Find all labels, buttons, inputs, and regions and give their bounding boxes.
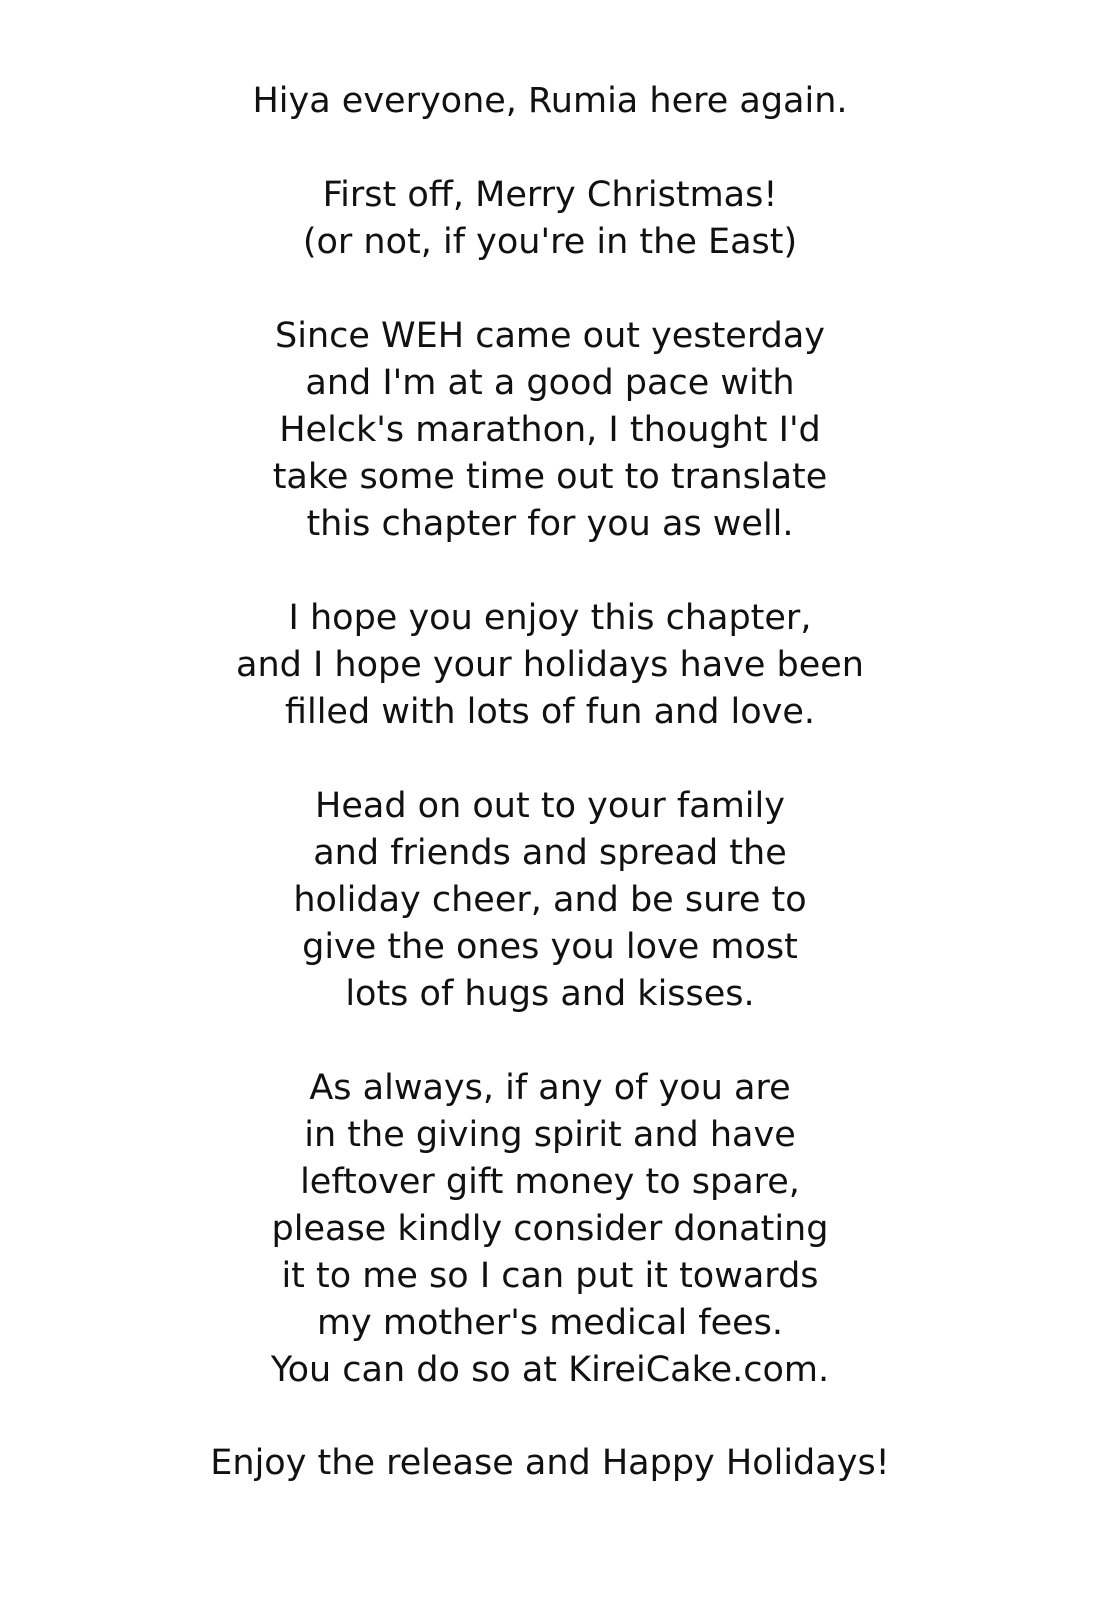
text-line: and I'm at a good pace with xyxy=(305,363,795,403)
text-line: please kindly consider donating xyxy=(271,1209,829,1249)
text-line: lots of hugs and kisses. xyxy=(345,974,755,1014)
christmas-paragraph xyxy=(0,172,1100,266)
text-line: Helck's marathon, I thought I'd xyxy=(279,410,821,450)
hope-paragraph xyxy=(0,595,1100,736)
text-line: Head on out to your family xyxy=(315,786,785,826)
context-paragraph xyxy=(0,313,1100,548)
text-line: I hope you enjoy this chapter, xyxy=(288,598,812,638)
text-line-website: You can do so at KireiCake.com. xyxy=(270,1350,830,1390)
text-line: (or not, if you're in the East) xyxy=(302,222,798,262)
text-line: in the giving spirit and have xyxy=(304,1115,796,1155)
donation-paragraph xyxy=(0,1065,1100,1394)
closing-paragraph xyxy=(0,1440,1100,1487)
greeting-paragraph xyxy=(0,78,1100,125)
text-line: filled with lots of fun and love. xyxy=(284,692,816,732)
text-line: and I hope your holidays have been xyxy=(236,645,864,685)
text-line: Hiya everyone, Rumia here again. xyxy=(252,81,848,121)
text-line: As always, if any of you are xyxy=(309,1068,791,1108)
text-line: it to me so I can put it towards xyxy=(281,1256,819,1296)
text-line: and friends and spread the xyxy=(313,833,787,873)
text-line: my mother's medical fees. xyxy=(316,1303,784,1343)
text-line: Since WEH came out yesterday xyxy=(275,316,825,356)
text-line: First off, Merry Christmas! xyxy=(322,175,778,215)
text-line: this chapter for you as well. xyxy=(306,504,794,544)
family-paragraph xyxy=(0,783,1100,1018)
text-line: take some time out to translate xyxy=(272,457,828,497)
text-line: holiday cheer, and be sure to xyxy=(293,880,807,920)
text-line: give the ones you love most xyxy=(302,927,798,967)
text-line: Enjoy the release and Happy Holidays! xyxy=(210,1443,890,1483)
text-line: leftover gift money to spare, xyxy=(300,1162,800,1202)
